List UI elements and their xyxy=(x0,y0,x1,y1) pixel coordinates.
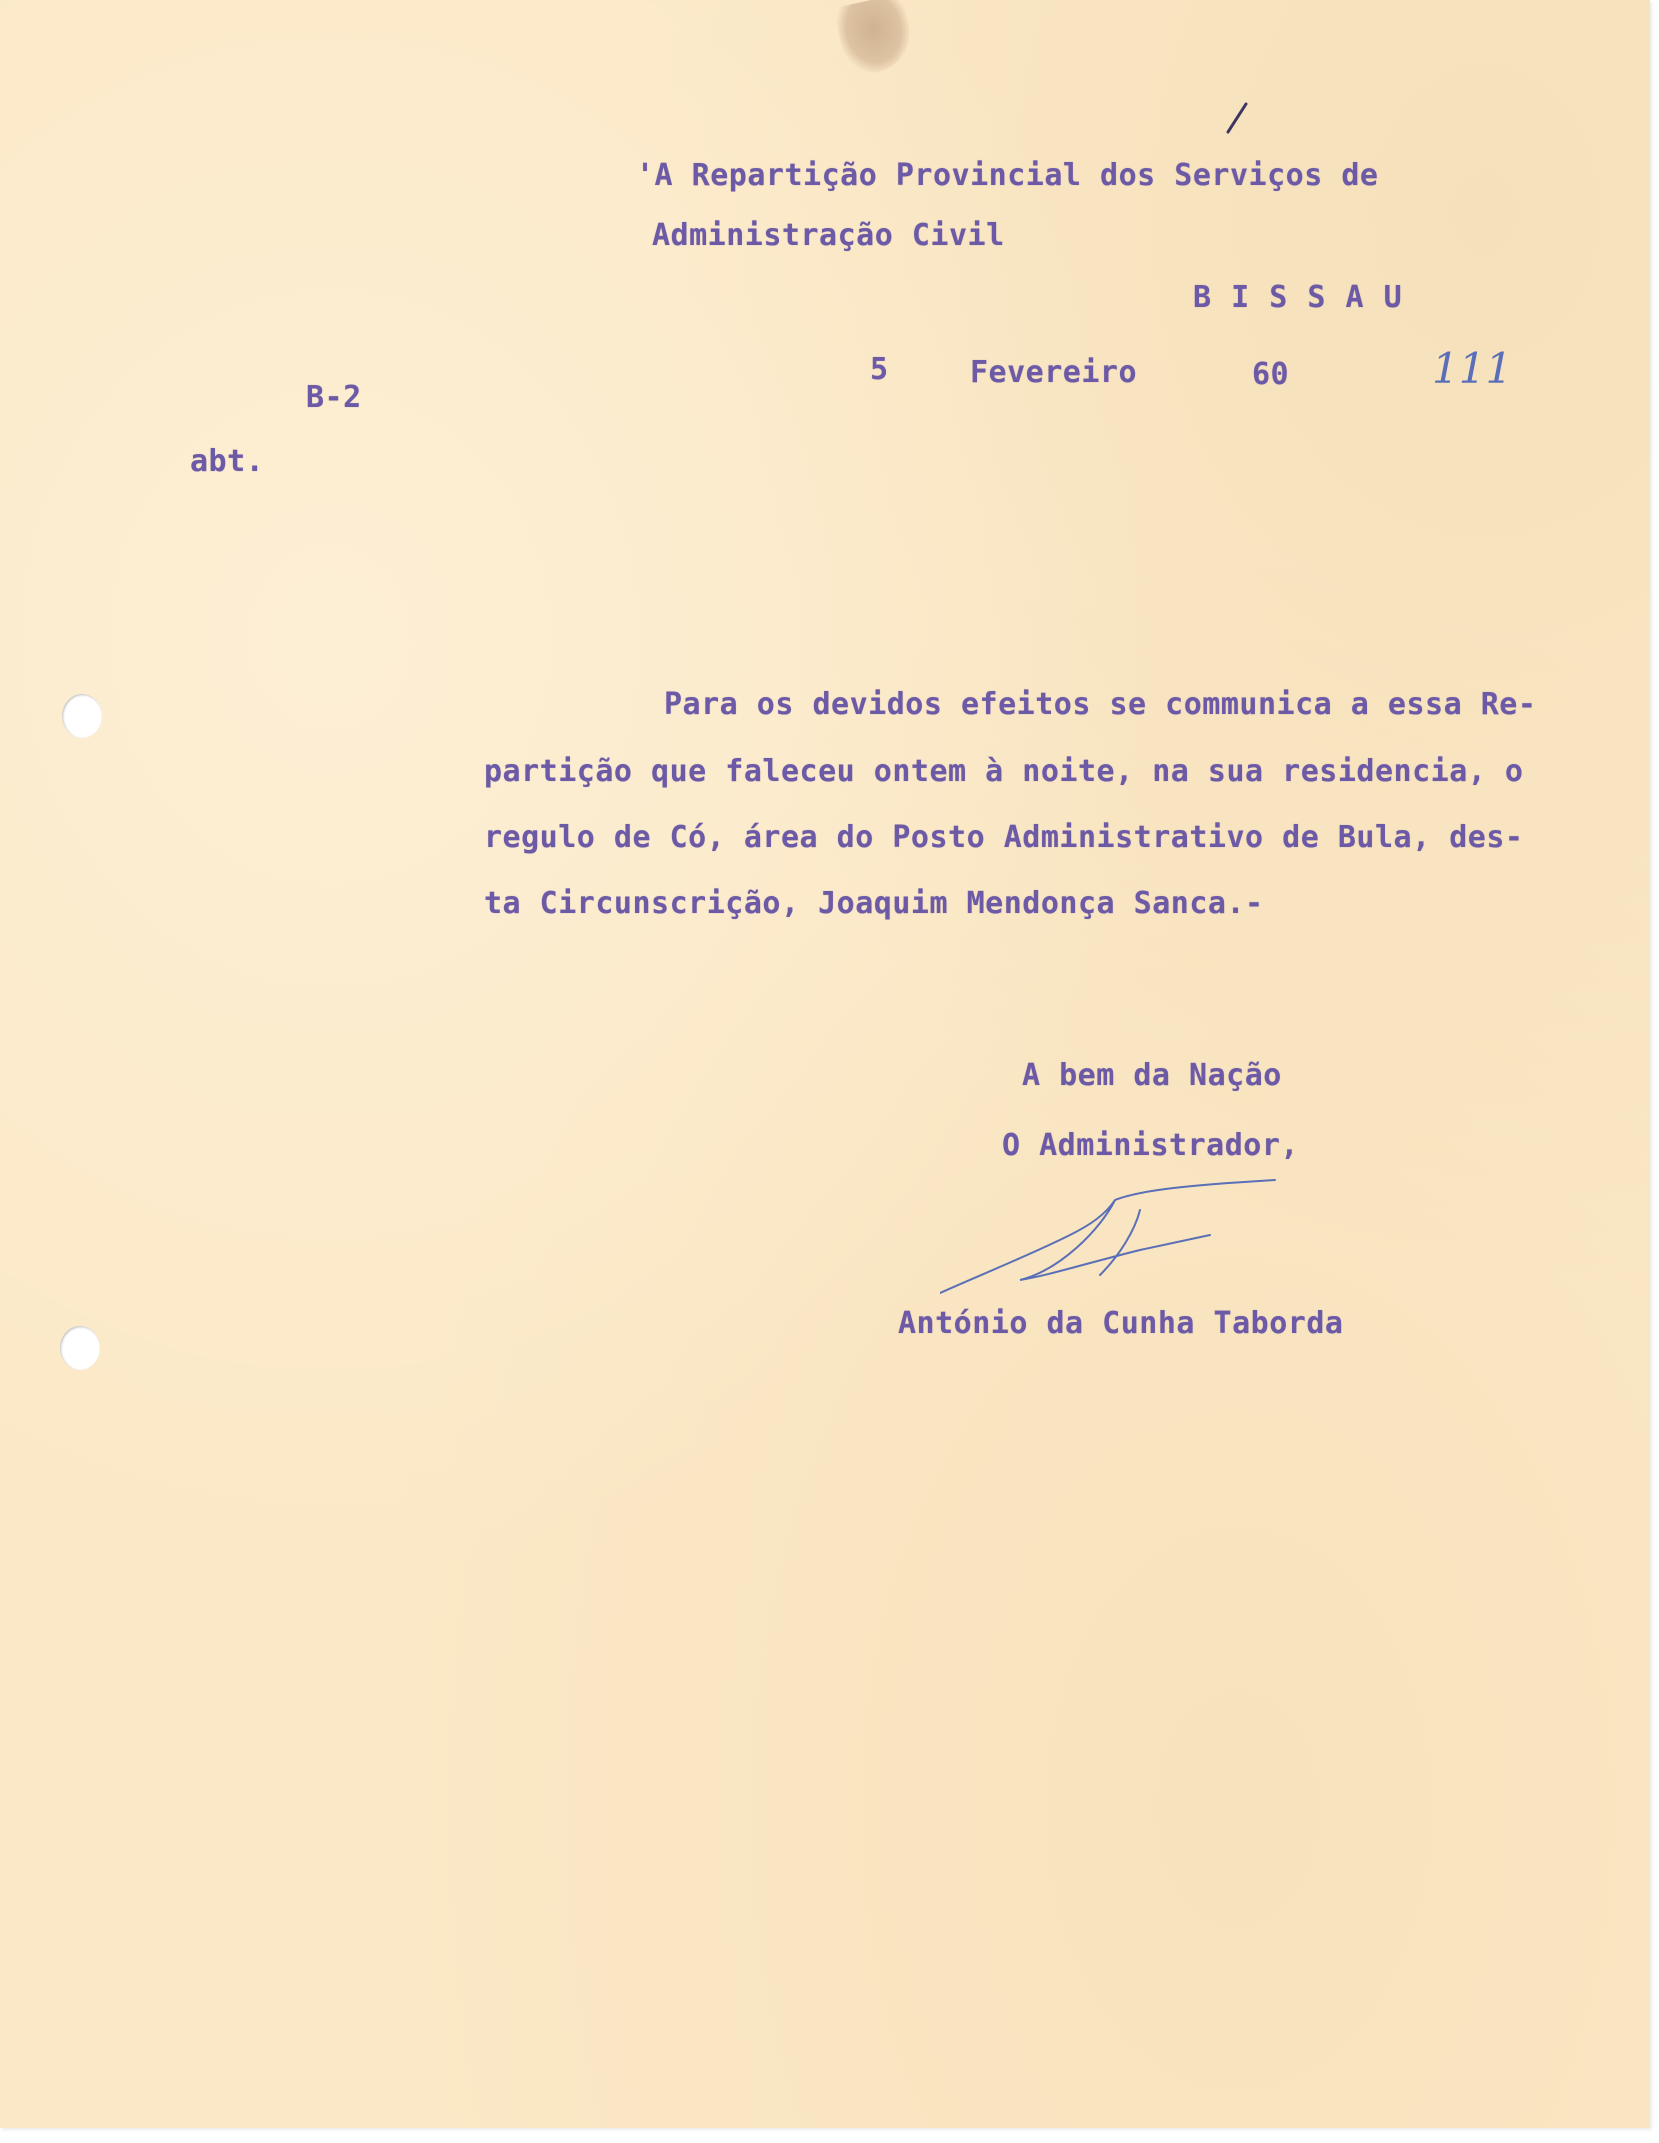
punch-hole-top xyxy=(62,694,102,738)
handwritten-signature xyxy=(940,1175,1290,1300)
closing-salutation: A bem da Nação xyxy=(1022,1058,1282,1093)
body-line-3: regulo de Có, área do Posto Administrativo de Bula, des- xyxy=(484,820,1524,855)
signatory-name: António da Cunha Taborda xyxy=(898,1306,1344,1341)
reference-code: B-2 xyxy=(306,380,362,415)
pen-mark xyxy=(1222,100,1252,136)
body-line-4: ta Circunscrição, Joaquim Mendonça Sanca.- xyxy=(484,886,1264,921)
reference-abbreviation: abt. xyxy=(190,444,265,479)
recipient-city: B I S S A U xyxy=(1193,280,1403,315)
body-line-1: Para os devidos efeitos se communica a essa Re- xyxy=(664,687,1537,722)
punch-hole-bottom xyxy=(60,1326,100,1370)
date-month: Fevereiro xyxy=(970,355,1138,390)
recipient-line-1: 'A Repartição Provincial dos Serviços de xyxy=(636,158,1379,193)
date-year: 60 xyxy=(1252,357,1290,392)
body-line-2: partição que faleceu ontem à noite, na sua residencia, o xyxy=(484,754,1524,789)
paper-stain xyxy=(833,0,916,78)
closing-title: O Administrador, xyxy=(1002,1128,1299,1163)
handwritten-number: 111 xyxy=(1432,344,1513,393)
date-day: 5 xyxy=(870,352,889,387)
recipient-line-2: Administração Civil xyxy=(652,218,1005,253)
